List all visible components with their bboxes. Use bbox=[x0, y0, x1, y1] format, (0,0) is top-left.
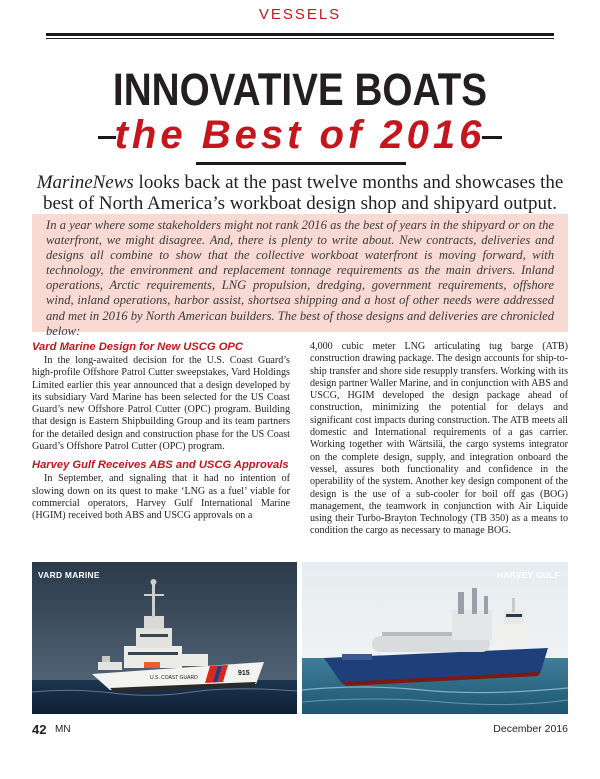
harvey-photo-caption: HARVEY GULF bbox=[496, 570, 560, 580]
atb-illustration bbox=[302, 562, 568, 714]
deck-publication: MarineNews bbox=[36, 172, 134, 193]
harvey-article-continued: 4,000 cubic meter LNG articulating tug barge (ATB) construction drawing package. The design accounts for ship-to-ship transfer and shore side resupply transfers. Working with its design partner Waller Marine, and in conjunction with ABS and USCG, HGIM developed the design package ahead of construction, minimizing the potential for delays and significant cost impacts during construction. The ATB meets all domestic and International requirements of a gas carrier. Working together with Wärtsilä, the cargo systems integrator on the complete design, supply, and integration onboard the vessel, assures both functionality and confidence in the operability of the system. Another key design component of the design is the use of a sub-cooler for boil off gas (BOG) management, the teamwork in conjunction with Air Liquide using their Turbo-Brayton Technology (TB 350) as a means to condition the cargo as necessary to manage BOG. bbox=[310, 341, 568, 537]
vard-article-title: Vard Marine Design for New USCG OPC bbox=[32, 341, 243, 353]
magazine-abbrev: MN bbox=[55, 724, 71, 735]
cutter-number: 915 bbox=[238, 670, 250, 677]
harvey-article-title: Harvey Gulf Receives ABS and USCG Approvals bbox=[32, 459, 289, 472]
page-number: 42 bbox=[32, 722, 47, 737]
headline-top-rule bbox=[46, 33, 554, 36]
cutter-illustration bbox=[32, 562, 297, 714]
issue-date: December 2016 bbox=[493, 723, 568, 735]
deck bbox=[30, 172, 570, 214]
section-label: VESSELS bbox=[258, 6, 342, 23]
deck-line2: best of North America’s workboat design shop and shipyard output. bbox=[43, 193, 557, 214]
deck-line1: looks back at the past twelve months and showcases the bbox=[133, 172, 564, 193]
vard-article-body: In the long-awaited decision for the U.S. Coast Guard’s high-profile Offshore Patrol Cutter sweepstakes, Vard Holdings Limited earlier this year announced that a design developed by its subsidiary Vard Marine has been selected for the US Coast Guard’s new Offshore Patrol Cutter (OPC) program. Building that design is Eastern Shipbuilding Group and its team partners for the detailed design and construction phase for the US Coast Guard’s Offshore Patrol Cutter (OPC) program. bbox=[32, 355, 290, 453]
headline: INNOVATIVE BOATS bbox=[112, 64, 488, 115]
intro-box bbox=[32, 214, 568, 338]
headline-top-rule-thin bbox=[46, 38, 554, 39]
intro-text: In a year where some stakeholders might not rank 2016 as the best of years in the shipyard or on the waterfront, we might disagree. And, there is plenty to write about. New contracts, deliveries and designs all combine to show that the collective workboat waterfront is moving forward, with technology, the environment and replacement tonnage requirements as the main drivers. Inland operations, Arctic requirements, LNG propulsion, dredging, government requirements, offshore wind, inland operations, harbor assist, shortsea shipping and a host of other needs were addressed and met in 2016 by North American builders. The best of those designs and deliveries are chronicled below: bbox=[46, 218, 554, 338]
cutter-hull-text: U.S. COAST GUARD bbox=[150, 675, 198, 681]
subheadline: the Best of 2016 bbox=[114, 113, 486, 157]
left-column bbox=[32, 341, 290, 523]
harvey-atb-photo bbox=[302, 562, 568, 714]
vard-cutter-photo bbox=[32, 562, 297, 714]
subhead-bottom-rule bbox=[196, 162, 406, 165]
right-column bbox=[310, 341, 568, 538]
harvey-article-body: In September, and signaling that it had no intention of slowing down on its quest to make ‘LNG as a fuel’ viable for commercial operators, Harvey Gulf International Marine (HGIM) received both ABS and USCG approvals on a bbox=[32, 473, 290, 522]
vard-photo-caption: VARD MARINE bbox=[38, 570, 100, 580]
